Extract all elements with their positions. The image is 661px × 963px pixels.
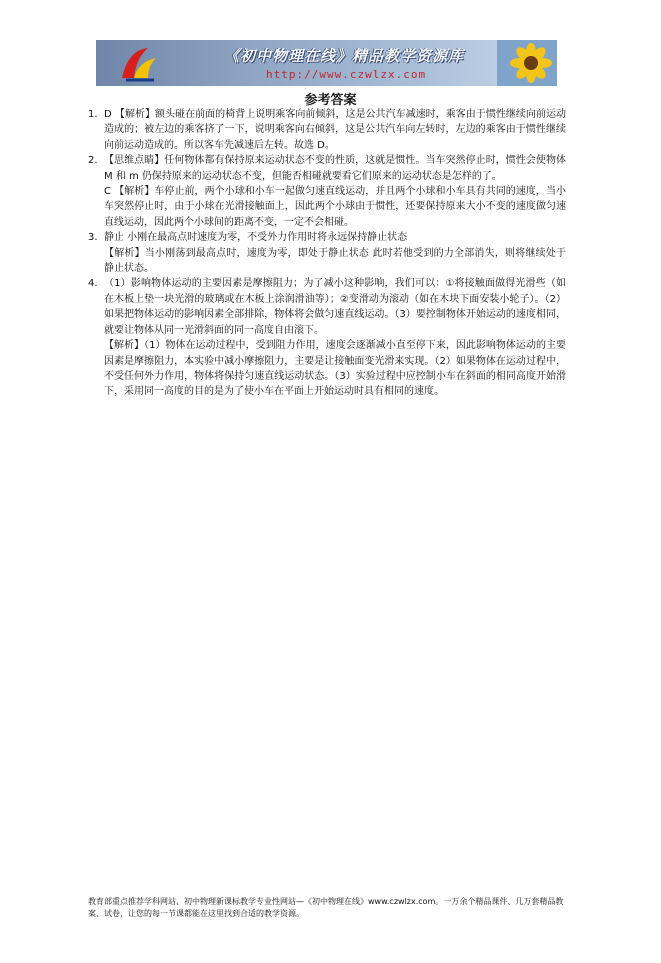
- sunflower-icon: [497, 40, 557, 86]
- site-logo-icon: [118, 44, 160, 82]
- answer-text: 【解析】（1）物体在运动过程中，受到阻力作用，速度会逐渐减小直至停下来，因此影响物体运动的主要因素是摩擦阻力，本实验中减小摩擦阻力，主要是让接触面变光滑来实现。（2）如果物体在运动过程中，不受任何外力作用，物体将保持匀速直线运动状态。（3）实验过程中应控制小车在斜面的相同高度开始滑下，采用同一高度的目的是为了使小车在平面上开始运动时具有相同的速度。: [104, 340, 566, 398]
- answer-item: [88, 230, 566, 276]
- answer-item: [88, 153, 566, 230]
- banner-title: 《初中物理在线》精品教学资源库: [224, 47, 465, 65]
- answer-text: C 【解析】车停止前，两个小球和小车一起做匀速直线运动，并且两个小球和小车具有共同的速度，当小车突然停止时，由于小球在光滑接触面上，因此两个小球由于惯性，还要保持原来大小不变的速度做匀速直线运动，因此两个小球间的距离不变，一定不会相碰。: [104, 186, 566, 228]
- answer-number: 2.: [88, 155, 98, 167]
- page-title: 参考答案: [304, 93, 357, 108]
- answer-item: [88, 107, 566, 153]
- answer-text: 【思维点睛】任何物体都有保持原来运动状态不变的性质，这就是惯性。当车突然停止时，惯性会使物体 M 和 m 仍保持原来的运动状态不变，但能否相碰就要看它们原来的运动状态是怎样的了。: [104, 155, 566, 182]
- header-banner: [96, 40, 557, 86]
- banner-url: http://www.czwlzx.com: [266, 68, 427, 81]
- page-footer: 教育部重点推荐学科网站、初中物理新课标教学专业性网站—《初中物理在线》www.czwlzx.com。一万余个精品课件、几万套精品教案、试卷，让您的每一节课都能在这里找到合适的教学资源。: [88, 897, 564, 918]
- answer-number: 1.: [88, 109, 98, 120]
- answer-text: （1）影响物体运动的主要因素是摩擦阻力；为了减小这种影响，我们可以：①将接触面做得光滑些（如在木板上垫一块光滑的玻璃或在木板上涂润滑油等）；②变滑动为滚动（如在木块下面安装小轮子）。（2）如果把物体运动的影响因素全部排除，物体将会做匀速直线运动。（3）要控制物体开始运动的速度相同，就要让物体从同一光滑斜面的同一高度自由滚下。: [104, 278, 566, 336]
- answer-text: 【解析】当小刚荡到最高点时，速度为零，即处于静止状态 此时若他受到的力全部消失，则将继续处于静止状态。: [104, 247, 566, 275]
- answer-item: [88, 276, 566, 399]
- answer-text: 静止 小刚在最高点时速度为零，不受外力作用时将永远保持静止状态: [104, 232, 408, 244]
- answer-number: 4.: [88, 278, 98, 290]
- answer-text: D 【解析】额头碰在前面的椅背上说明乘客向前倾斜，这是公共汽车减速时，乘客由于惯性继续向前运动造成的；被左边的乘客挤了一下，说明乘客向右倾斜，这是公共汽车向左转时，左边的乘客由于惯性继续向前运动造成的。所以客车先减速后左转。故选 D。: [104, 109, 566, 151]
- answer-number: 3.: [88, 232, 98, 244]
- answers-list: [88, 107, 566, 400]
